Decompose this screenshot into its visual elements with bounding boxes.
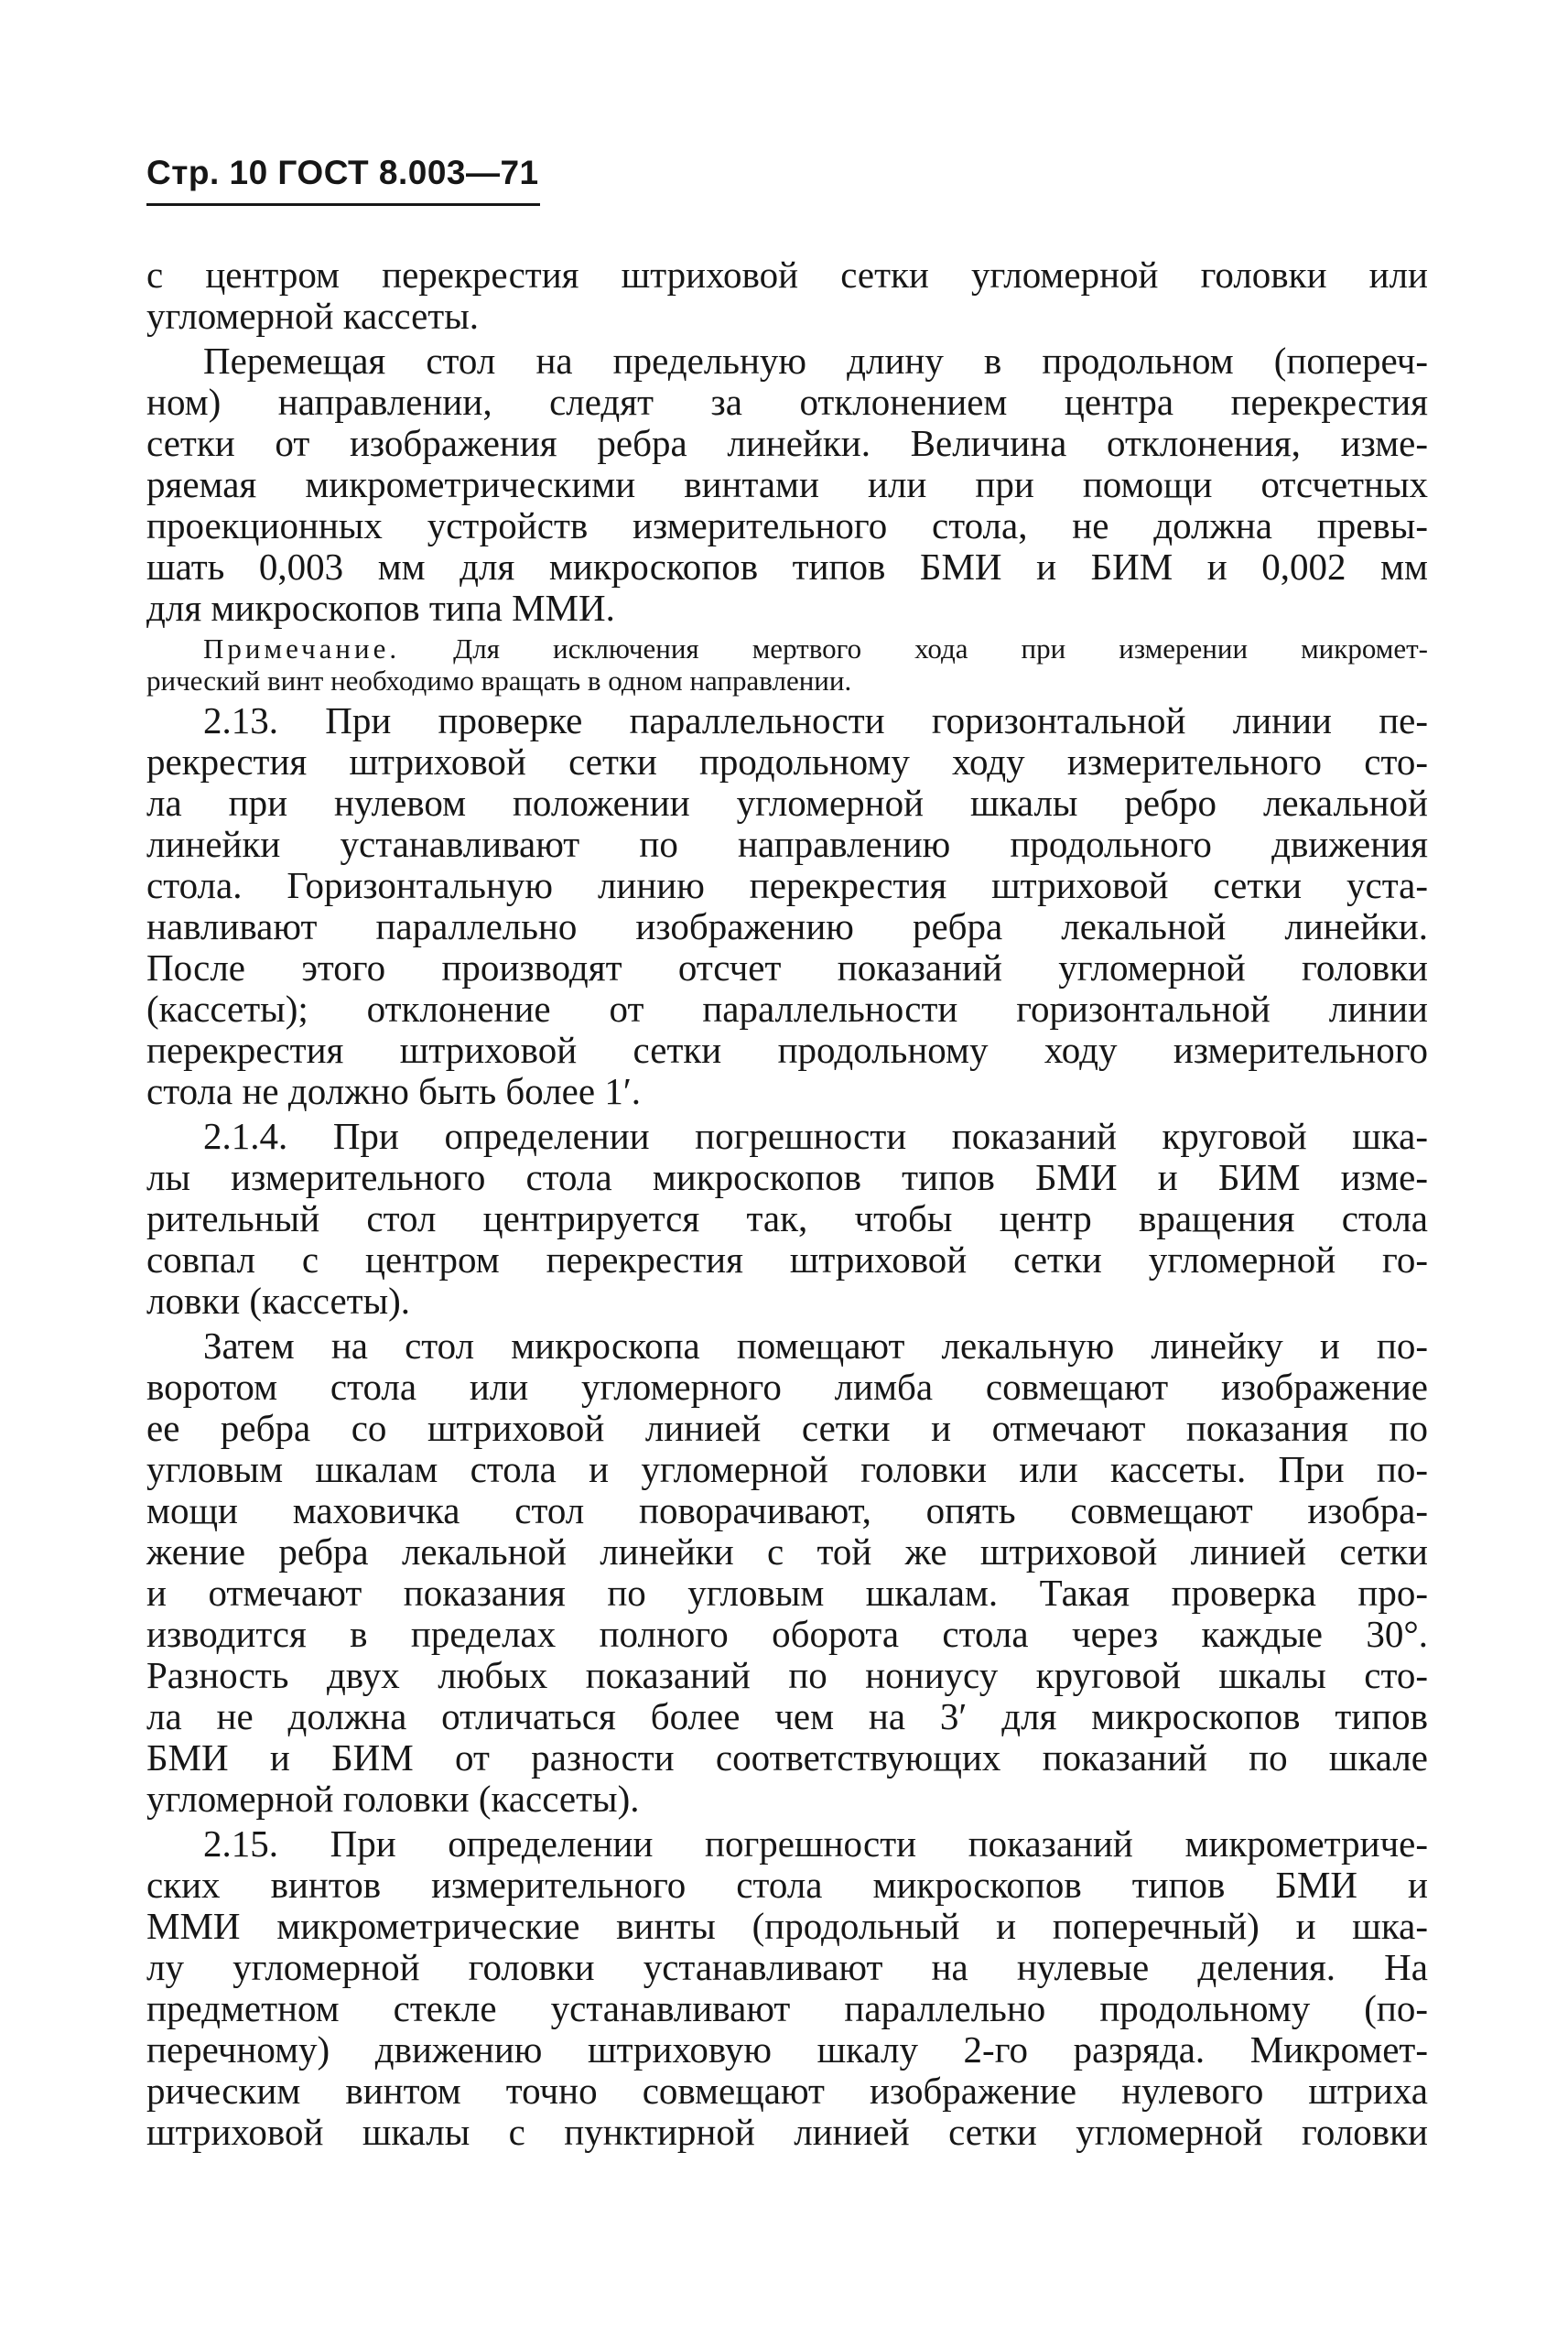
text-line: линейки устанавливают по направлению продольного движения xyxy=(146,823,1428,865)
text-line: ее ребра со штриховой линией сетки и отмечают показания по xyxy=(146,1407,1428,1449)
text-line: изводится в пределах полного оборота стола через каждые 30°. xyxy=(146,1613,1428,1655)
text-line: сетки от изображения ребра линейки. Величина отклонения, изме- xyxy=(146,422,1428,464)
text-line: БМИ и БИМ от разности соответствующих показаний по шкале xyxy=(146,1736,1428,1779)
text-line: ММИ микрометрические винты (продольный и поперечный) и шка- xyxy=(146,1905,1428,1947)
text-line: ла при нулевом положении угломерной шкалы ребро лекальной xyxy=(146,782,1428,824)
text-line: лы измерительного стола микроскопов типов БМИ и БИМ изме- xyxy=(146,1156,1428,1198)
paragraph-deviation-check xyxy=(146,341,1428,629)
paragraph-continuation xyxy=(146,254,1428,337)
note-line xyxy=(146,633,1428,665)
text-line: Перемещая стол на предельную длину в продольном (попереч- xyxy=(203,340,1428,382)
text-line: мощи маховичка стол поворачивают, опять совмещают изобра- xyxy=(146,1489,1428,1531)
text-line: проекционных устройств измерительного стола, не должна превы- xyxy=(146,504,1428,546)
text-line: стола не должно быть более 1′. xyxy=(146,1070,642,1112)
header-divider xyxy=(146,203,540,206)
text-line: угловым шкалам стола и угломерной головки или кассеты. При по- xyxy=(146,1448,1428,1490)
text-line: рекрестия штриховой сетки продольному ходу измерительного сто- xyxy=(146,741,1428,783)
text-line: угломерной головки (кассеты). xyxy=(146,1778,640,1820)
text-line: для микроскопов типа ММИ. xyxy=(146,587,615,629)
note-label: Примечание. xyxy=(203,633,401,665)
text-line: и отмечают показания по угловым шкалам. Такая проверка про- xyxy=(146,1572,1428,1614)
text-line: стола. Горизонтальную линию перекрестия штриховой сетки уста- xyxy=(146,864,1428,906)
text-line: рическим винтом точно совмещают изображение нулевого штриха xyxy=(146,2070,1428,2112)
section-2-13 xyxy=(146,700,1428,1112)
text-line: ских винтов измерительного стола микроскопов типов БМИ и xyxy=(146,1864,1428,1906)
text-line: лу угломерной головки устанавливают на нулевые деления. На xyxy=(146,1946,1428,1988)
text-line: После этого производят отсчет показаний угломерной головки xyxy=(146,946,1428,989)
text-line: совпал с центром перекрестия штриховой сетки угломерной го- xyxy=(146,1238,1428,1281)
text-line: Затем на стол микроскопа помещают лекальную линейку и по- xyxy=(203,1325,1428,1367)
paragraph-rotation-check xyxy=(146,1325,1428,1820)
text-line: ловки (кассеты). xyxy=(146,1280,411,1322)
text-line: перекрестия штриховой сетки продольному ходу измерительного xyxy=(146,1029,1428,1071)
text-line: рительный стол центрируется так, чтобы центр вращения стола xyxy=(146,1197,1428,1239)
section-2-15 xyxy=(146,1823,1428,2153)
text-line: ряемая микрометрическими винтами или при помощи отсчетных xyxy=(146,463,1428,505)
text-line: воротом стола или угломерного лимба совмещают изображение xyxy=(146,1366,1428,1408)
note-block xyxy=(146,633,1428,697)
text-line: шать 0,003 мм для микроскопов типов БМИ и БИМ и 0,002 мм xyxy=(146,546,1428,588)
note-text: Для исключения мертвого хода при измерении микромет- xyxy=(453,633,1428,665)
document-body xyxy=(146,254,1428,2153)
text-line: угломерной кассеты. xyxy=(146,295,479,337)
page-header: Стр. 10 ГОСТ 8.003—71 xyxy=(146,154,539,191)
note-line: рический винт необходимо вращать в одном направлении. xyxy=(146,665,852,697)
text-line: штриховой шкалы с пунктирной линией сетки угломерной головки xyxy=(146,2111,1428,2153)
text-line: Разность двух любых показаний по нониусу круговой шкалы сто- xyxy=(146,1654,1428,1696)
text-line: жение ребра лекальной линейки с той же штриховой линией сетки xyxy=(146,1530,1428,1573)
text-line: ном) направлении, следят за отклонением центра перекрестия xyxy=(146,381,1428,423)
text-line: навливают параллельно изображению ребра лекальной линейки. xyxy=(146,905,1428,947)
text-line: ла не должна отличаться более чем на 3′ для микроскопов типов xyxy=(146,1695,1428,1737)
text-line: 2.1.4. При определении погрешности показаний круговой шка- xyxy=(203,1115,1428,1157)
text-line: 2.13. При проверке параллельности горизонтальной линии пе- xyxy=(203,699,1428,741)
text-line: перечному) движению штриховую шкалу 2-го разряда. Микромет- xyxy=(146,2028,1428,2071)
text-line: 2.15. При определении погрешности показаний микрометриче- xyxy=(203,1822,1428,1865)
text-line: с центром перекрестия штриховой сетки угломерной головки или xyxy=(146,254,1428,296)
section-2-1-4 xyxy=(146,1116,1428,1322)
text-line: предметном стекле устанавливают параллельно продольному (по- xyxy=(146,1987,1428,2029)
text-line: (кассеты); отклонение от параллельности горизонтальной линии xyxy=(146,988,1428,1030)
